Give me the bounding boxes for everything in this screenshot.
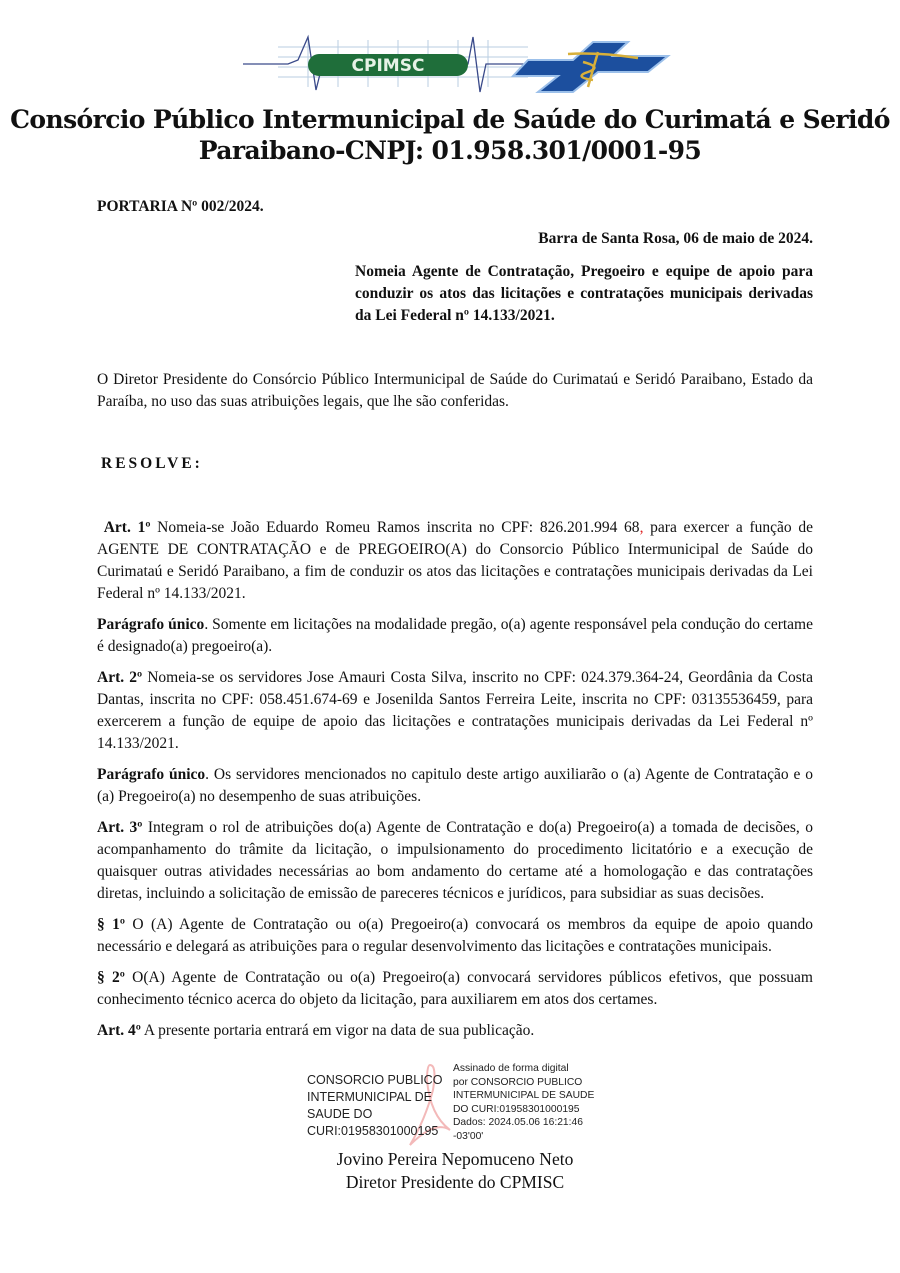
article-label: Art. 3º [97, 819, 143, 836]
signature-detail-line: INTERMUNICIPAL DE SAUDE [453, 1090, 595, 1101]
intro-paragraph: O Diretor Presidente do Consórcio Público Intermunicipal de Saúde do Curimataú e Seridó Paraibano, Estado da Paraíba, no uso das suas atribuições legais, que lhe são conferidas. [97, 371, 813, 410]
article-1-paragraph [97, 614, 813, 658]
header-cnpj: Paraibano-CNPJ: 01.958.301/0001-95 [198, 136, 702, 165]
signer-line: CONSORCIO PUBLICO [307, 1073, 443, 1087]
signer-line: SAUDE DO [307, 1107, 373, 1121]
article-text: . Somente em licitações na modalidade pregão, o(a) agente responsável pela condução do certame é designado(a) pregoeiro(a). [97, 616, 813, 655]
article-text: O (A) Agente de Contratação ou o(a) Pregoeiro(a) convocará os membros da equipe de apoio quando necessário e delegará as atribuições para o regular desenvolvimento das licitações e contratações municipais. [97, 916, 813, 955]
article-label: Parágrafo único [97, 616, 205, 633]
article-text: A presente portaria entrará em vigor na data de sua publicação. [140, 1022, 535, 1039]
article-text: O(A) Agente de Contratação ou o(a) Pregoeiro(a) convocará servidores públicos efetivos, que possuam conhecimento técnico acerca do objeto da licitação, para auxiliarem em atos dos certames. [97, 969, 813, 1008]
articles [97, 517, 813, 1051]
signature-detail-line: DO CURI:01958301000195 [453, 1103, 580, 1115]
article-2 [97, 667, 813, 755]
signature-detail-line: por CONSORCIO PUBLICO [453, 1076, 583, 1088]
document-header [0, 104, 900, 166]
signature-detail-line: Assinado de forma digital [453, 1063, 569, 1074]
digital-signature-signer [307, 1072, 442, 1140]
signatory-role: Diretor Presidente do CPMISC [345, 1172, 565, 1192]
article-text: para exercer a função de AGENTE DE CONTRATAÇÃO e de PREGOEIRO(A) do Consorcio Público Intermunicipal de Saúde do Curimataú e Seridó Paraibano, a fim de conduzir os atos das licitações e contratações municipais derivadas da Lei Federal nº 14.133/2021. [97, 519, 813, 602]
ementa: Nomeia Agente de Contratação, Pregoeiro e equipe de apoio para conduzir os atos das licitações e contratações municipais derivadas da Lei Federal nº 14.133/2021. [355, 263, 813, 324]
article-label: Art. 1º [103, 519, 151, 536]
article-text: Integram o rol de atribuições do(a) Agente de Contratação e do(a) Pregoeiro(a) a tomada de decisões, o acompanhamento do trâmite da licitação, o impulsionamento do procedimento licitatório e a execução de quaisquer outras atividades necessárias ao bom andamento do certame até a homologação e das contratações diretas, incluindo a solicitação de emissão de pareceres técnicos e jurídicos, para subsidiar as suas decisões. [97, 819, 813, 902]
header-title: Consórcio Público Intermunicipal de Saúde do Curimatá e Seridó [10, 105, 890, 134]
signature-detail-line: Dados: 2024.05.06 16:21:46 [453, 1117, 583, 1128]
signer-line: CURI:01958301000195 [307, 1124, 439, 1138]
digital-signature-details [453, 1062, 594, 1143]
article-1 [97, 517, 813, 605]
signer-line: INTERMUNICIPAL DE [307, 1090, 433, 1104]
article-label: Art. 4º [97, 1022, 141, 1039]
article-3 [97, 817, 813, 905]
article-red-mark: , [639, 519, 644, 536]
resolve-heading: RESOLVE: [101, 455, 203, 472]
article-2-paragraph [97, 764, 813, 808]
article-label: Art. 2º [97, 669, 143, 686]
article-text: Nomeia-se João Eduardo Romeu Ramos inscrita no CPF: 826.201.994 68 [150, 519, 640, 536]
signature-detail-line: -03'00' [453, 1130, 484, 1142]
article-text: Nomeia-se os servidores Jose Amauri Costa Silva, inscrito no CPF: 024.379.364-24, Geordânia da Costa Dantas, inscrita no CPF: 058.451.674-69 e Josenilda Santos Ferreira Leite, inscrita no CPF: 03135536459, para exercerem a função de equipe de apoio das licitações e contratações municipais derivadas da Lei Federal nº 14.133/2021. [97, 669, 813, 752]
article-label: § 2º [97, 969, 125, 986]
article-label: Parágrafo único [97, 766, 206, 783]
article-4 [97, 1020, 813, 1042]
svg-text:CPIMSC: CPIMSC [351, 56, 425, 76]
article-3-section-1 [97, 914, 813, 958]
article-text: . Os servidores mencionados no capitulo deste artigo auxiliarão o (a) Agente de Contratação e o (a) Pregoeiro(a) no desempenho de suas atribuições. [97, 766, 813, 805]
signatory-block [300, 1148, 610, 1194]
signatory-name: Jovino Pereira Nepomuceno Neto [336, 1149, 574, 1169]
portaria-number: PORTARIA Nº 002/2024. [97, 198, 264, 215]
article-3-section-2 [97, 967, 813, 1011]
cpimsc-logo [228, 32, 683, 94]
document-date: Barra de Santa Rosa, 06 de maio de 2024. [538, 230, 813, 247]
article-label: § 1º [97, 916, 126, 933]
